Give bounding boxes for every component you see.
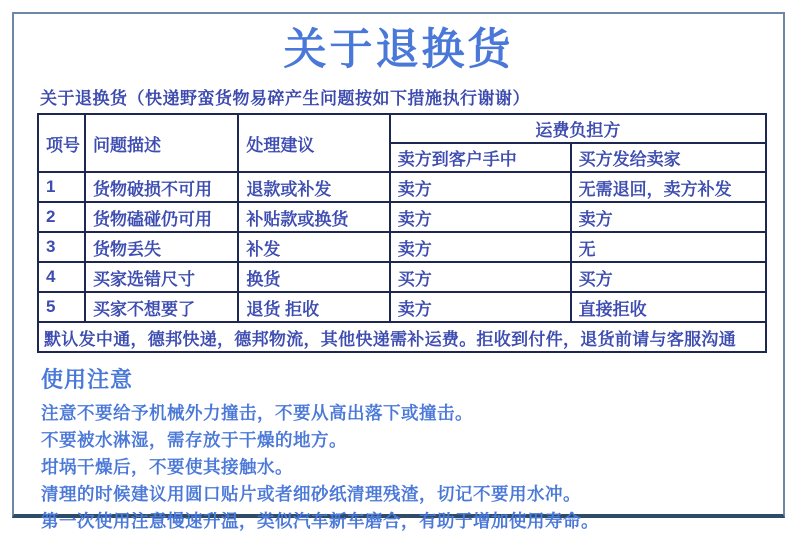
cell-buyer-to-seller: 卖方 — [571, 202, 766, 232]
table-row — [38, 202, 766, 232]
cell-item-no: 1 — [38, 172, 85, 202]
col-header-seller-to-customer: 卖方到客户手中 — [390, 143, 571, 172]
usage-note-line: 注意不要给予机械外力撞击，不要从高出落下或撞击。 — [41, 403, 473, 424]
returns-policy-table — [37, 113, 767, 353]
cell-problem: 货物破损不可用 — [85, 172, 238, 202]
table-row — [38, 262, 766, 292]
col-header-buyer-to-seller: 买方发给卖家 — [571, 143, 766, 172]
cell-item-no: 2 — [38, 202, 85, 232]
cell-item-no: 5 — [38, 292, 85, 322]
usage-notes-heading: 使用注意 — [41, 367, 134, 393]
usage-note-line: 清理的时候建议用圆口贴片或者细砂纸清理残渣，切记不要用水冲。 — [41, 484, 581, 505]
table-row — [38, 292, 766, 322]
cell-buyer-to-seller: 无 — [571, 232, 766, 262]
cell-suggestion: 换货 — [238, 262, 389, 292]
cell-suggestion: 补发 — [238, 232, 389, 262]
col-header-suggestion: 处理建议 — [238, 114, 389, 172]
cell-seller-to-customer: 卖方 — [390, 232, 571, 262]
cell-buyer-to-seller: 无需退回，卖方补发 — [571, 172, 766, 202]
table-footer-row — [38, 322, 766, 352]
cell-suggestion: 退货 拒收 — [238, 292, 389, 322]
cell-seller-to-customer: 卖方 — [390, 202, 571, 232]
usage-note-line: 坩埚干燥后，不要使其接触水。 — [41, 457, 293, 478]
col-header-shipping-group: 运费负担方 — [390, 114, 766, 143]
cell-buyer-to-seller: 买方 — [571, 262, 766, 292]
col-header-problem: 问题描述 — [85, 114, 238, 172]
page-frame — [12, 12, 785, 532]
cell-problem: 买家不想要了 — [85, 292, 238, 322]
cell-problem: 买家选错尺寸 — [85, 262, 238, 292]
cell-buyer-to-seller: 直接拒收 — [571, 292, 766, 322]
usage-note-line: 不要被水淋湿，需存放于干燥的地方。 — [41, 430, 347, 451]
table-row — [38, 232, 766, 262]
cell-item-no: 4 — [38, 262, 85, 292]
cell-seller-to-customer: 卖方 — [390, 292, 571, 322]
table-header-row-top — [38, 114, 766, 143]
table-row — [38, 172, 766, 202]
usage-notes-section — [41, 363, 783, 535]
table-subtitle: 关于退换货（快递野蛮货物易碎产生问题按如下措施执行谢谢） — [40, 89, 530, 109]
col-header-item-no: 项号 — [38, 114, 85, 172]
cell-item-no: 3 — [38, 232, 85, 262]
cell-suggestion: 退款或补发 — [238, 172, 389, 202]
cell-problem: 货物磕碰仍可用 — [85, 202, 238, 232]
page-title: 关于退换货 — [283, 26, 514, 74]
usage-note-line: 第一次使用注意慢速升温，类似汽车新车磨合，有助于增加使用寿命。 — [41, 511, 599, 532]
cell-seller-to-customer: 卖方 — [390, 172, 571, 202]
table-footer-note: 默认发中通，德邦快递，德邦物流，其他快递需补运费。拒收到付件，退货前请与客服沟通 — [38, 322, 766, 352]
cell-problem: 货物丢失 — [85, 232, 238, 262]
cell-seller-to-customer: 买方 — [390, 262, 571, 292]
cell-suggestion: 补贴款或换货 — [238, 202, 389, 232]
